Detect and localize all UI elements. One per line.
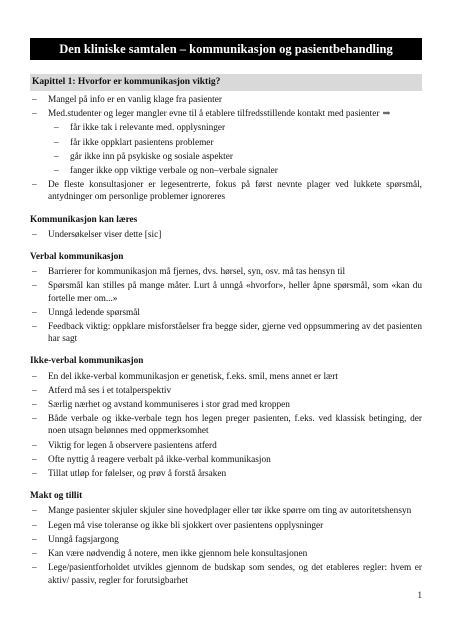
section-list: [30, 229, 422, 241]
sub-list-item: [30, 151, 422, 163]
list-item: – Undersøkelser viser dette [sic]: [30, 229, 422, 241]
list-item-text: fanger ikke opp viktige verbale og non–verbale signaler: [70, 166, 278, 177]
list-item: – Mange pasienter skjuler skjuler sine hovedplager eller tør ikke spørre om ting av autoritetshensyn: [30, 505, 422, 517]
list-item-text: får ikke tak i relevante med. opplysninger: [70, 123, 226, 134]
section-list: [30, 371, 422, 481]
section-list: [30, 266, 422, 345]
list-item: – En del ikke-verbal kommunikasjon er genetisk, f.eks. smil, mens annet er lært: [30, 371, 422, 383]
list-item: – Feedback viktig: oppklare misforståelser fra begge sider, gjerne ved oppsummering av det pasienten har sagt: [30, 321, 422, 345]
list-item-text: Med.studenter og leger mangler evne til å etablere tilfredsstillende kontakt med pasienter: [48, 109, 380, 120]
list-item: – Legen må vise toleranse og ikke bli sjokkert over pasientens opplysninger: [30, 520, 422, 532]
list-item: – Spørsmål kan stilles på mange måter. Lurt å unngå «hvorfor», heller åpne spørsmål, som «kan du fortelle mer om...»: [30, 280, 422, 304]
intro-list: [30, 94, 422, 204]
list-item-text: går ikke inn på psykiske og sosiale aspekter: [70, 151, 233, 162]
list-item: – Særlig nærhet og avstand kommuniseres i stor grad med kroppen: [30, 399, 422, 411]
arrow-icon: ⇒: [382, 109, 391, 120]
list-item: – Atferd må ses i et totalperspektiv: [30, 385, 422, 397]
page-number: 1: [417, 590, 422, 600]
section-list: [30, 505, 422, 586]
list-item: – Unngå ledende spørsmål: [30, 307, 422, 319]
section-heading: Kommunikasjon kan læres: [30, 214, 138, 225]
list-item: [30, 94, 422, 106]
list-item: – Unngå fagsjargong: [30, 534, 422, 546]
list-item: – Kan være nødvendig å notere, men ikke gjennom hele konsultasjonen: [30, 548, 422, 560]
list-item: [30, 179, 422, 203]
document-title: Den kliniske samtalen – kommunikasjon og pasientbehandling: [30, 38, 422, 60]
document-body: [30, 94, 422, 589]
section-heading: Makt og tillit: [30, 491, 83, 502]
list-item: – Barrierer for kommunikasjon må fjernes, dvs. hørsel, syn, osv. må tas hensyn til: [30, 266, 422, 278]
list-item: – Lege/pasientforholdet utvikles gjennom de budskap som sendes, og det etableres regler: hvem er aktiv/ passiv, regler for forutsigbarhet: [30, 562, 422, 586]
chapter-heading: Kapittel 1: Hvorfor er kommunikasjon viktig?: [30, 74, 422, 91]
list-item: – Ofte nyttig å reagere verbalt på ikke-verbal kommunikasjon: [30, 454, 422, 466]
sub-list-item: [30, 137, 422, 149]
section-heading: Verbal kommunikasjon: [30, 252, 124, 263]
sub-list-item: [30, 122, 422, 134]
list-item: – Tillat utløp for følelser, og prøv å forstå årsaken: [30, 468, 422, 480]
list-item-text: får ikke oppklart pasientens problemer: [70, 137, 214, 148]
list-item-text: Mangel på info er en vanlig klage fra pasienter: [48, 95, 222, 105]
list-item: [30, 108, 422, 120]
list-item-text: De fleste konsultasjoner er legesentrerte, fokus på først nevnte plager ved lukkete spørsmål, antydninger om personlige problemer ignoreres: [48, 180, 422, 203]
list-item: – Både verbale og ikke-verbale tegn hos legen preger pasienten, f.eks. ved klassisk betinging, der noen utsagn belønnes med oppmerksomhet: [30, 413, 422, 437]
section-heading: Ikke-verbal kommunikasjon: [30, 356, 144, 367]
sections-container: [30, 214, 422, 587]
sub-list-item: [30, 165, 422, 177]
list-item: – Viktig for legen å observere pasientens atferd: [30, 440, 422, 452]
